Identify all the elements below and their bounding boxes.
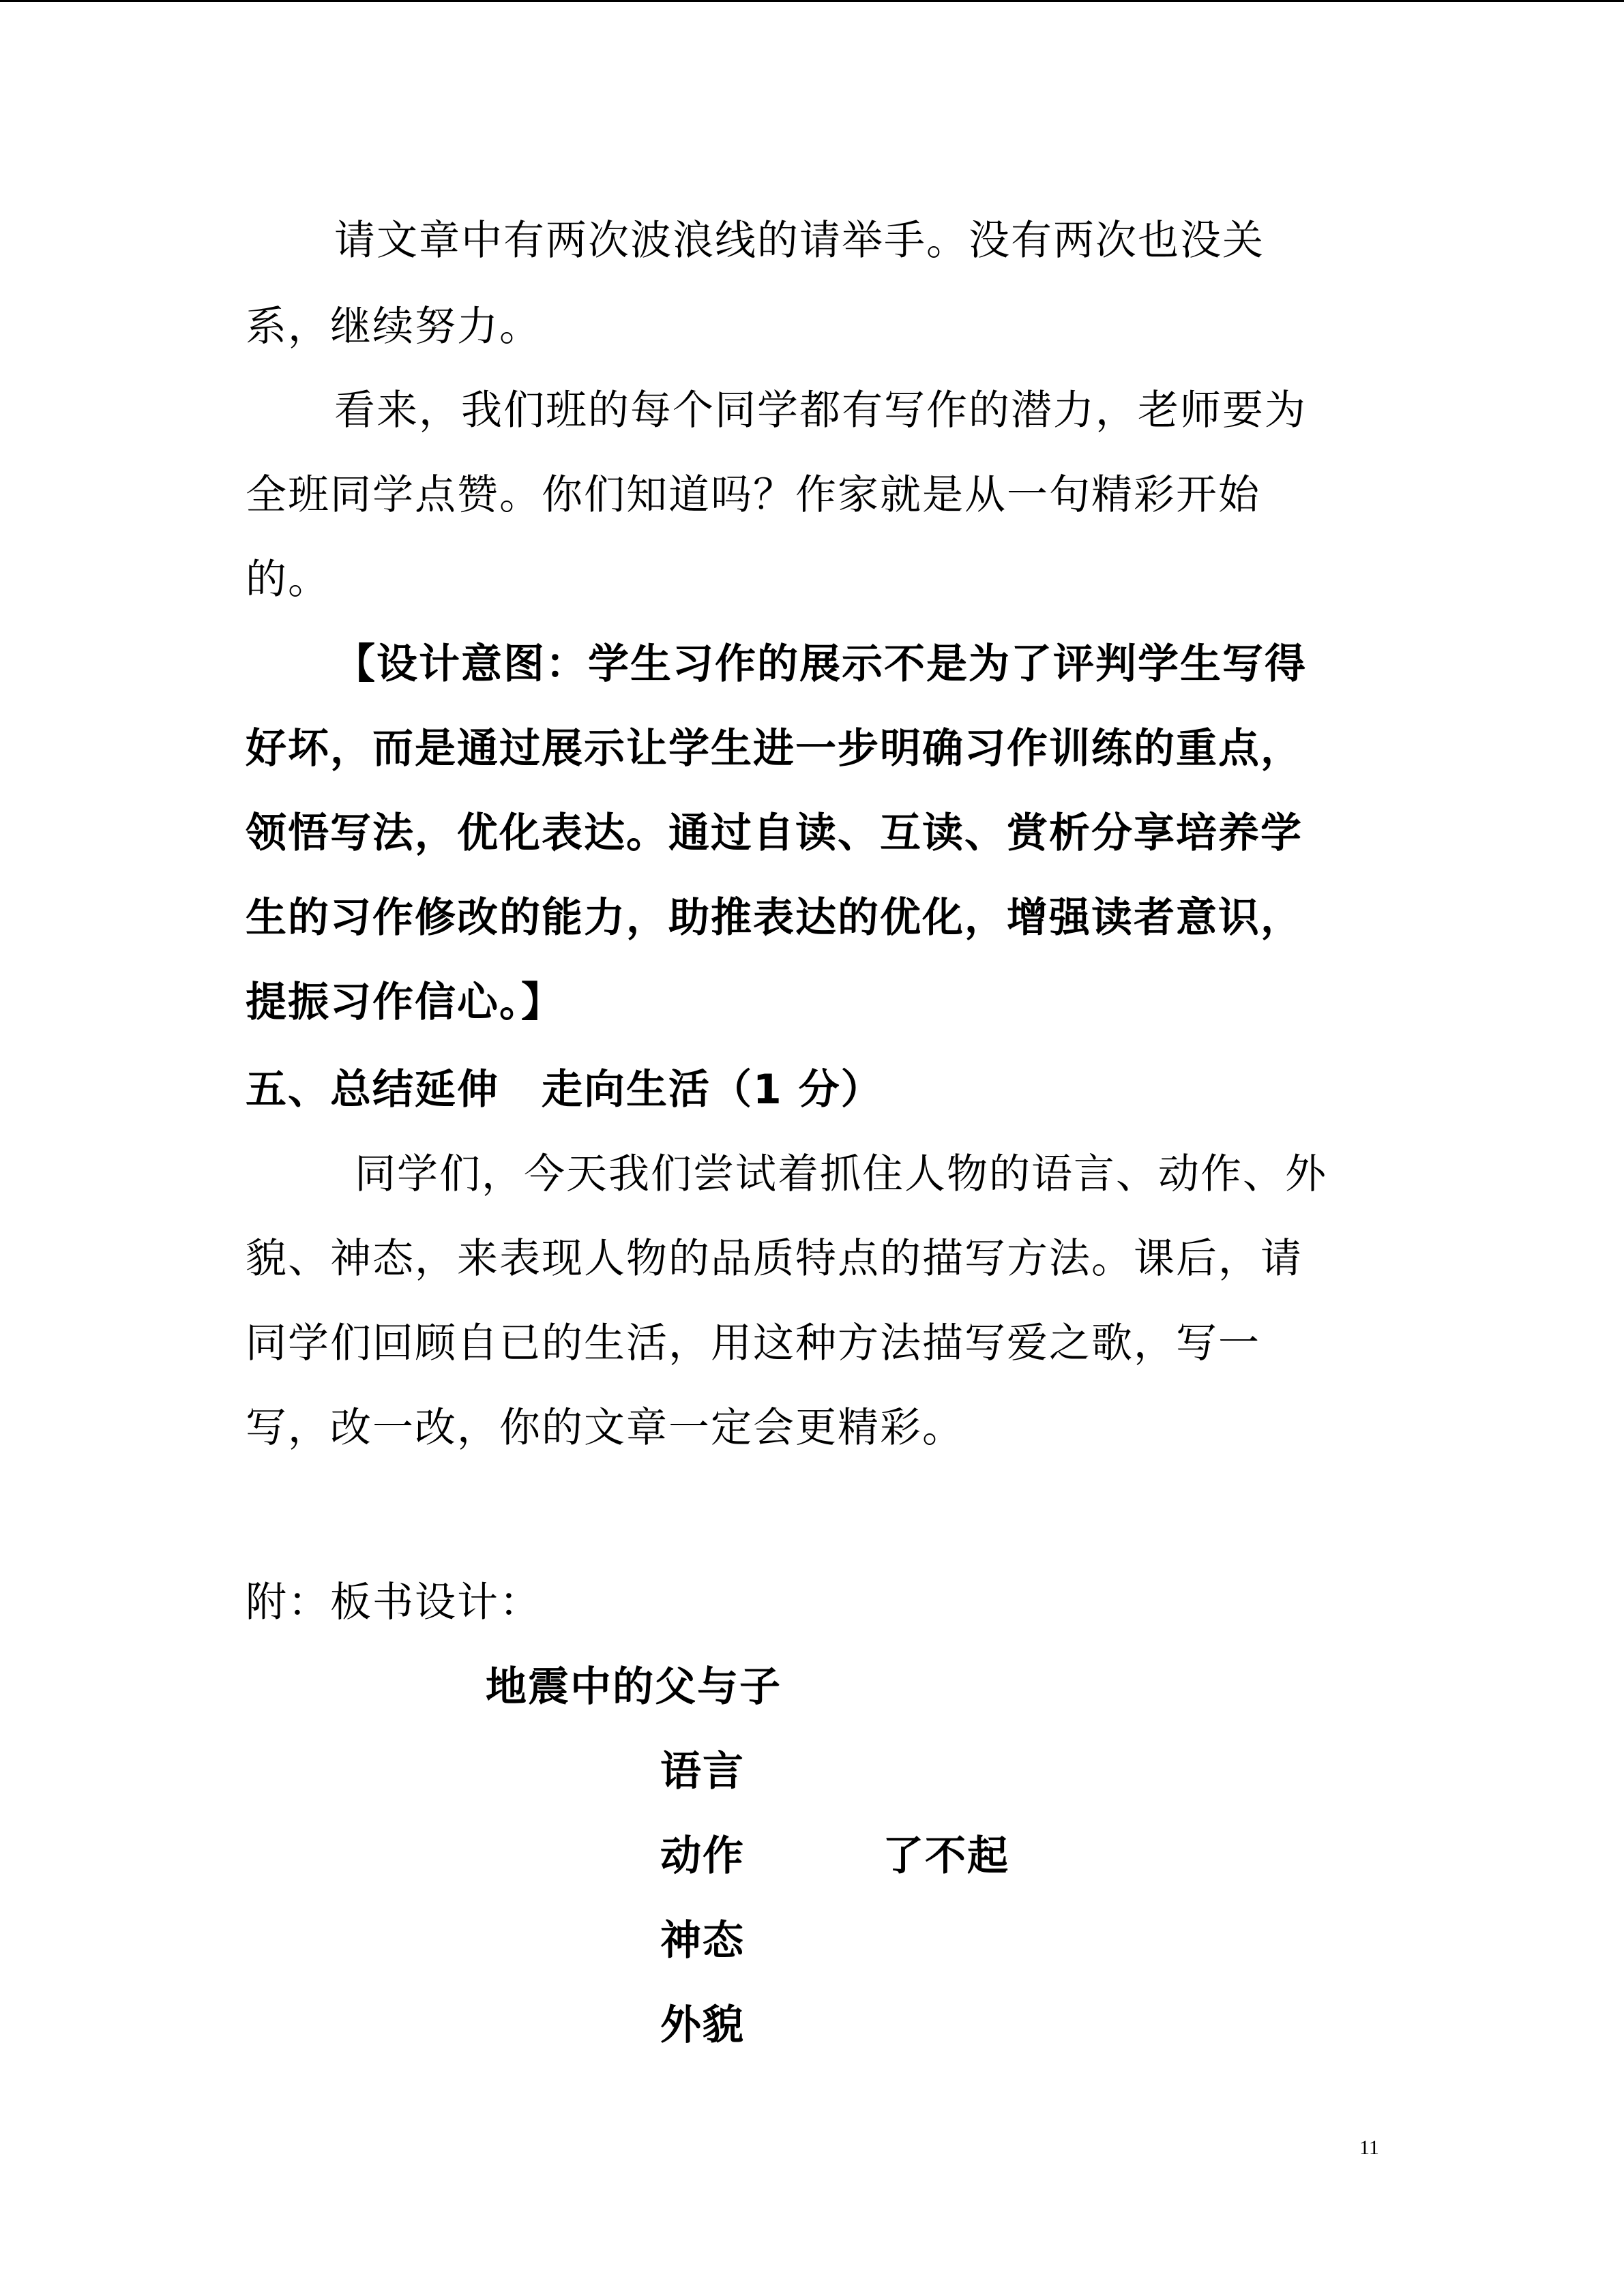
design-intent-line-1: 【设计意图：学生习作的展示不是为了评判学生写得	[334, 640, 1307, 688]
board-item-expression: 神态	[660, 1917, 745, 1965]
paragraph-3-line-2: 貌、神态，来表现人物的品质特点的描写方法。课后，请	[246, 1235, 1303, 1283]
board-design-label: 附：板书设计：	[246, 1579, 542, 1626]
board-item-action: 动作	[660, 1832, 745, 1880]
paragraph-2-line-3: 的。	[246, 556, 330, 603]
board-item-appearance: 外貌	[660, 2001, 745, 2049]
design-intent-line-2: 好坏，而是通过展示让学生进一步明确习作训练的重点，	[246, 725, 1303, 773]
paragraph-3-line-3: 同学们回顾自已的生活，用这种方法描写爱之歌，写一	[246, 1320, 1260, 1367]
paragraph-3-line-4: 写，改一改，你的文章一定会更精彩。	[246, 1404, 964, 1452]
design-intent-line-5: 提振习作信心。】	[246, 979, 563, 1026]
paragraph-2-line-1: 看来，我们班的每个同学都有写作的潜力，老师要为	[334, 387, 1307, 434]
paragraph-1-line-1: 请文章中有两次波浪线的请举手。没有两次也没关	[334, 217, 1265, 265]
design-intent-line-4: 生的习作修改的能力，助推表达的优化，增强读者意识，	[246, 894, 1303, 942]
paragraph-2-line-2: 全班同学点赞。你们知道吗？作家就是从一句精彩开始	[246, 471, 1260, 519]
board-design-title: 地震中的父与子	[486, 1663, 782, 1711]
paragraph-3-line-1: 同学们，今天我们尝试着抓住人物的语言、动作、外	[355, 1150, 1327, 1198]
board-item-language: 语言	[660, 1748, 745, 1795]
design-intent-line-3: 领悟写法，优化表达。通过自读、互读、赏析分享培养学	[246, 809, 1303, 857]
page-number: 11	[1359, 2136, 1379, 2159]
section-heading: 五、总结延伸 走向生活（1 分）	[246, 1066, 883, 1114]
board-conclusion: 了不起	[883, 1832, 1009, 1880]
paragraph-1-line-2: 系，继续努力。	[246, 303, 542, 351]
top-border-line	[0, 0, 1624, 2]
